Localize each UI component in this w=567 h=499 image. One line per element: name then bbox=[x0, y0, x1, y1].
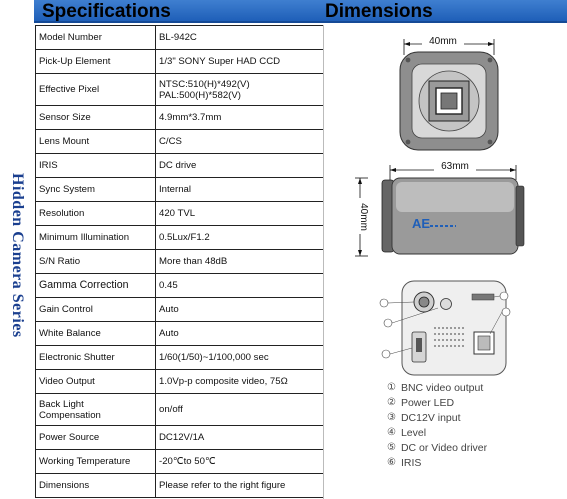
spec-row bbox=[36, 226, 324, 250]
spec-value: Auto bbox=[156, 322, 324, 346]
spec-row bbox=[36, 426, 324, 450]
spec-row bbox=[36, 298, 324, 322]
spec-row bbox=[36, 26, 324, 50]
spec-value: 420 TVL bbox=[156, 202, 324, 226]
legend-number: ⑤ bbox=[387, 442, 396, 453]
side-band bbox=[0, 0, 34, 499]
spec-row bbox=[36, 130, 324, 154]
spec-key: Effective Pixel bbox=[36, 74, 156, 106]
spec-key: Gamma Correction bbox=[36, 274, 156, 298]
spec-value: 4.9mm*3.7mm bbox=[156, 106, 324, 130]
spec-value: on/off bbox=[156, 394, 324, 426]
spec-table bbox=[35, 25, 324, 498]
spec-value: -20℃to 50℃ bbox=[156, 450, 324, 474]
front-width-label: 40mm bbox=[429, 36, 457, 47]
spec-key: Minimum Illumination bbox=[36, 226, 156, 250]
side-title bbox=[2, 150, 32, 360]
spec-row bbox=[36, 346, 324, 370]
side-title-text: Hidden Camera Series bbox=[9, 172, 26, 338]
legend-item bbox=[387, 440, 557, 455]
legend-item bbox=[387, 455, 557, 470]
spec-value: 1/3" SONY Super HAD CCD bbox=[156, 50, 324, 74]
legend-item bbox=[387, 425, 557, 440]
spec-value: 1.0Vp-p composite video, 75Ω bbox=[156, 370, 324, 394]
legend-number: ② bbox=[387, 397, 396, 408]
spec-value: Auto bbox=[156, 298, 324, 322]
legend-label: Level bbox=[400, 426, 427, 439]
legend-number: ⑥ bbox=[387, 457, 396, 468]
legend-number: ① bbox=[387, 382, 396, 393]
dimensions-heading: Dimensions bbox=[325, 1, 433, 22]
side-length-label: 63mm bbox=[441, 161, 469, 172]
spec-key: Video Output bbox=[36, 370, 156, 394]
legend-item bbox=[387, 380, 557, 395]
specifications-heading: Specifications bbox=[42, 1, 171, 22]
spec-key: IRIS bbox=[36, 154, 156, 178]
spec-row bbox=[36, 394, 324, 426]
legend-label: DC12V input bbox=[400, 411, 461, 424]
spec-key: White Balance bbox=[36, 322, 156, 346]
spec-value: Please refer to the right figure bbox=[156, 474, 324, 498]
spec-row bbox=[36, 370, 324, 394]
spec-value: BL-942C bbox=[156, 26, 324, 50]
spec-row bbox=[36, 50, 324, 74]
spec-key: Gain Control bbox=[36, 298, 156, 322]
spec-value: 1/60(1/50)~1/100,000 sec bbox=[156, 346, 324, 370]
legend-label: BNC video output bbox=[400, 381, 484, 394]
spec-row bbox=[36, 322, 324, 346]
spec-key: Power Source bbox=[36, 426, 156, 450]
spec-key: Sensor Size bbox=[36, 106, 156, 130]
legend-item bbox=[387, 395, 557, 410]
spec-value: DC12V/1A bbox=[156, 426, 324, 450]
legend-label: IRIS bbox=[400, 456, 422, 469]
spec-key: Lens Mount bbox=[36, 130, 156, 154]
side-view-drawing bbox=[352, 156, 532, 266]
spec-key: Resolution bbox=[36, 202, 156, 226]
connector-legend bbox=[387, 380, 557, 470]
spec-value: Internal bbox=[156, 178, 324, 202]
spec-key: Electronic Shutter bbox=[36, 346, 156, 370]
spec-value: 0.45 bbox=[156, 274, 324, 298]
front-view-drawing bbox=[392, 30, 512, 155]
spec-key: Back Light Compensation bbox=[36, 394, 156, 426]
rear-panel-drawing bbox=[376, 276, 526, 378]
spec-row bbox=[36, 202, 324, 226]
spec-row bbox=[36, 274, 324, 298]
spec-value: NTSC:510(H)*492(V) PAL:500(H)*582(V) bbox=[156, 74, 324, 106]
legend-label: DC or Video driver bbox=[400, 441, 488, 454]
legend-number: ③ bbox=[387, 412, 396, 423]
spec-key: Pick-Up Element bbox=[36, 50, 156, 74]
spec-value: 0.5Lux/F1.2 bbox=[156, 226, 324, 250]
spec-row bbox=[36, 74, 324, 106]
brand-logo: AE bbox=[412, 216, 431, 231]
spec-value: DC drive bbox=[156, 154, 324, 178]
legend-label: Power LED bbox=[400, 396, 455, 409]
spec-value: More than 48dB bbox=[156, 250, 324, 274]
spec-key: Sync System bbox=[36, 178, 156, 202]
spec-row bbox=[36, 250, 324, 274]
spec-key: Model Number bbox=[36, 26, 156, 50]
spec-key: Working Temperature bbox=[36, 450, 156, 474]
spec-row bbox=[36, 154, 324, 178]
legend-number: ④ bbox=[387, 427, 396, 438]
spec-row bbox=[36, 178, 324, 202]
spec-key: S/N Ratio bbox=[36, 250, 156, 274]
side-height-label: 40mm bbox=[358, 203, 369, 231]
spec-row bbox=[36, 474, 324, 498]
legend-item bbox=[387, 410, 557, 425]
spec-row bbox=[36, 450, 324, 474]
spec-row bbox=[36, 106, 324, 130]
spec-value: C/CS bbox=[156, 130, 324, 154]
spec-key: Dimensions bbox=[36, 474, 156, 498]
